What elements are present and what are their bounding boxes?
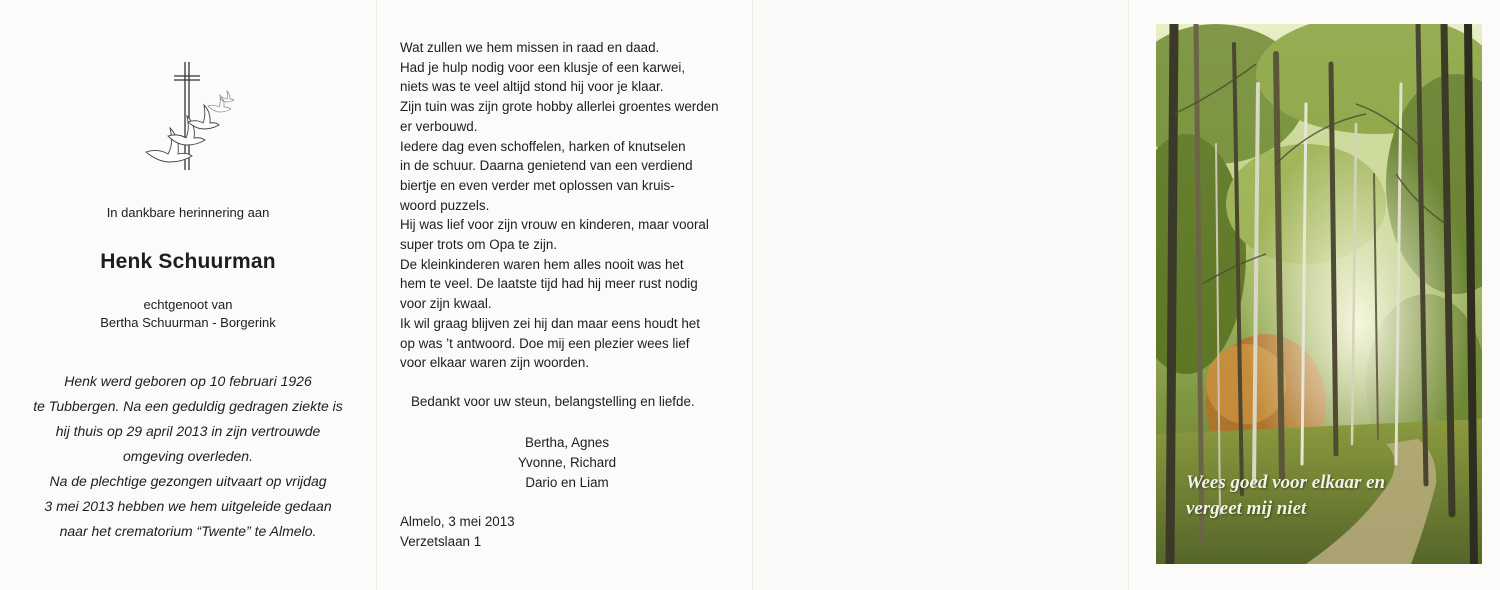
photo-quote xyxy=(1186,470,1476,522)
place-address xyxy=(400,512,515,552)
poem-line: in de schuur. Daarna genietend van een verdiend xyxy=(400,158,693,174)
bio-line: te Tubbergen. Na een geduldig gedragen ziekte is xyxy=(33,398,343,414)
thanks-text: Bedankt voor uw steun, belangstelling en liefde. xyxy=(411,394,695,409)
signer-line: Yvonne, Richard xyxy=(517,455,617,470)
poem-line: niets was te veel altijd stond hij voor je klaar. xyxy=(400,79,664,95)
poem-line: hem te veel. De laatste tijd had hij meer rust nodig xyxy=(400,276,698,292)
poem-line: voor zijn kwaal. xyxy=(400,296,492,312)
bio-line: hij thuis op 29 april 2013 in zijn vertrouwde xyxy=(55,423,321,439)
bio-line: 3 mei 2013 hebben we hem uitgeleide gedaan xyxy=(44,498,332,514)
poem-line: super trots om Opa te zijn. xyxy=(400,237,558,253)
forest-path-photo xyxy=(1156,24,1482,564)
poem-line: Ik wil graag blijven zei hij dan maar eens houdt het xyxy=(400,315,700,331)
address: Verzetslaan 1 xyxy=(400,534,482,549)
deceased-name: Henk Schuurman xyxy=(100,250,276,273)
poem-line: Iedere dag even schoffelen, harken of knutselen xyxy=(400,138,686,154)
bio-line: Na de plechtige gezongen uitvaart op vrijdag xyxy=(49,473,327,489)
cross-with-doves-icon xyxy=(138,60,238,175)
spouse-info xyxy=(0,296,376,332)
signer-line: Dario en Liam xyxy=(525,475,609,490)
poem-line: Wat zullen we hem missen in raad en daad. xyxy=(400,40,660,55)
bio-line: naar het crematorium “Twente” te Almelo. xyxy=(59,523,317,539)
poem-line: er verbouwd. xyxy=(400,118,478,134)
poem-line: Had je hulp nodig voor een klusje of een karwei, xyxy=(400,59,686,75)
biography xyxy=(0,369,376,544)
poem-line: woord puzzels. xyxy=(400,197,490,213)
poem-line: De kleinkinderen waren hem alles nooit was het xyxy=(400,256,684,272)
poem xyxy=(400,38,736,373)
spouse-line-2: Bertha Schuurman - Borgerink xyxy=(100,315,276,330)
bio-line: omgeving overleden. xyxy=(123,448,253,464)
middle-panel xyxy=(376,0,753,590)
quote-line-1: Wees goed voor elkaar en xyxy=(1186,472,1386,493)
bio-line: Henk werd geboren op 10 februari 1926 xyxy=(64,373,312,389)
signers xyxy=(377,433,757,493)
spouse-line-1: echtgenoot van xyxy=(143,297,233,312)
blank-panel xyxy=(752,0,1129,590)
quote-line-2: vergeet mij niet xyxy=(1186,498,1307,519)
poem-line: Hij was lief voor zijn vrouw en kinderen, maar vooral xyxy=(400,217,709,233)
signer-line: Bertha, Agnes xyxy=(524,435,610,450)
intro-text: In dankbare herinnering aan xyxy=(106,205,270,220)
left-panel xyxy=(0,0,376,590)
poem-line: voor elkaar waren zijn woorden. xyxy=(400,355,590,371)
place-date: Almelo, 3 mei 2013 xyxy=(400,514,515,529)
poem-line: op was ’t antwoord. Doe mij een plezier wees lief xyxy=(400,335,690,351)
poem-line: Zijn tuin was zijn grote hobby allerlei groentes werden xyxy=(400,99,719,115)
right-panel xyxy=(1128,0,1500,590)
poem-line: biertje en even verder met oplossen van kruis- xyxy=(400,177,675,193)
